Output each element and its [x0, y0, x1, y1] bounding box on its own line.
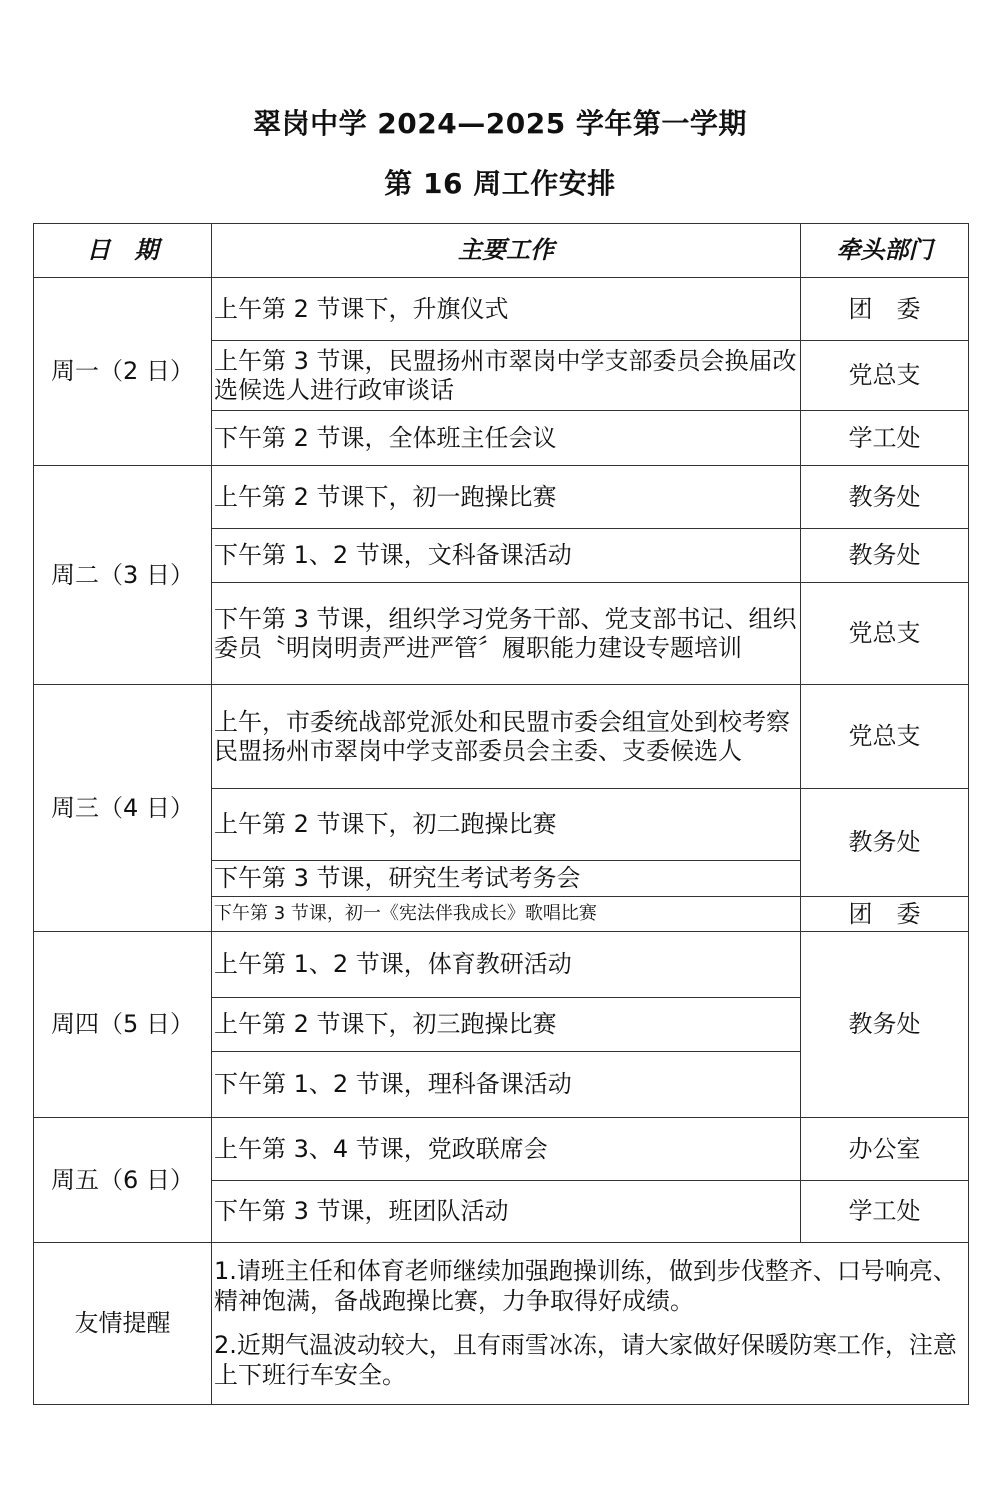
- column-header-work: 主要工作: [212, 224, 801, 278]
- dept-cell: 学工处: [801, 1181, 969, 1243]
- column-header-date: 日 期: [34, 224, 212, 278]
- dept-cell: 办公室: [801, 1118, 969, 1181]
- reminder-row: [34, 1243, 969, 1405]
- work-cell: 下午第 3 节课，班团队活动: [212, 1181, 801, 1243]
- reminder-item: 1.请班主任和体育老师继续加强跑操训练，做到步伐整齐、口号响亮、精神饱满，备战跑操比赛，力争取得好成绩。: [214, 1256, 957, 1315]
- table-header-row: [34, 224, 969, 278]
- dept-cell: 团 委: [801, 278, 969, 341]
- table-row: [34, 1118, 969, 1181]
- work-cell: 上午第 2 节课下，初一跑操比赛: [212, 466, 801, 529]
- reminder-content: [212, 1243, 969, 1405]
- day-friday: 周五（6 日）: [34, 1118, 212, 1243]
- work-cell: 下午第 3 节课，研究生考试考务会: [212, 861, 801, 897]
- day-monday: 周一（2 日）: [34, 278, 212, 466]
- work-cell: 上午第 2 节课下，初三跑操比赛: [212, 998, 801, 1052]
- column-header-dept: 牵头部门: [801, 224, 969, 278]
- work-cell: 上午第 3 节课，民盟扬州市翠岗中学支部委员会换届改选候选人进行政审谈话: [212, 341, 801, 411]
- dept-cell: 学工处: [801, 411, 969, 466]
- work-cell: 上午第 3、4 节课，党政联席会: [212, 1118, 801, 1181]
- document-title: 翠岗中学 2024—2025 学年第一学期: [253, 107, 747, 140]
- work-cell: 上午第 1、2 节课，体育教研活动: [212, 932, 801, 998]
- reminder-item: 2.近期气温波动较大，且有雨雪冰冻，请大家做好保暖防寒工作，注意上下班行车安全。: [214, 1330, 957, 1389]
- work-cell: 下午第 2 节课，全体班主任会议: [212, 411, 801, 466]
- dept-cell: 教务处: [801, 529, 969, 583]
- dept-cell: 教务处: [801, 932, 969, 1118]
- dept-cell: 党总支: [801, 341, 969, 411]
- work-cell: 上午第 2 节课下，初二跑操比赛: [212, 789, 801, 861]
- table-row: [34, 932, 969, 998]
- work-cell: 上午第 2 节课下，升旗仪式: [212, 278, 801, 341]
- document-subtitle: 第 16 周工作安排: [384, 167, 616, 200]
- work-cell: 下午第 1、2 节课，文科备课活动: [212, 529, 801, 583]
- day-tuesday: 周二（3 日）: [34, 466, 212, 685]
- dept-cell: 党总支: [801, 583, 969, 685]
- schedule-table: [33, 223, 969, 1405]
- dept-cell: 团 委: [801, 897, 969, 932]
- day-thursday: 周四（5 日）: [34, 932, 212, 1118]
- table-row: [34, 685, 969, 789]
- reminder-label: 友情提醒: [34, 1243, 212, 1405]
- table-row: [34, 278, 969, 341]
- dept-cell: 教务处: [801, 466, 969, 529]
- day-wednesday: 周三（4 日）: [34, 685, 212, 932]
- work-cell: 上午，市委统战部党派处和民盟市委会组宣处到校考察民盟扬州市翠岗中学支部委员会主委、支委候选人: [212, 685, 801, 789]
- dept-cell: 党总支: [801, 685, 969, 789]
- work-cell: 下午第 3 节课，组织学习党务干部、党支部书记、组织委员〝明岗明责严进严管〞履职能力建设专题培训: [212, 583, 801, 685]
- table-row: [34, 466, 969, 529]
- dept-cell: 教务处: [801, 789, 969, 897]
- work-cell: 下午第 1、2 节课，理科备课活动: [212, 1052, 801, 1118]
- work-cell: 下午第 3 节课，初一《宪法伴我成长》歌唱比赛: [212, 897, 801, 932]
